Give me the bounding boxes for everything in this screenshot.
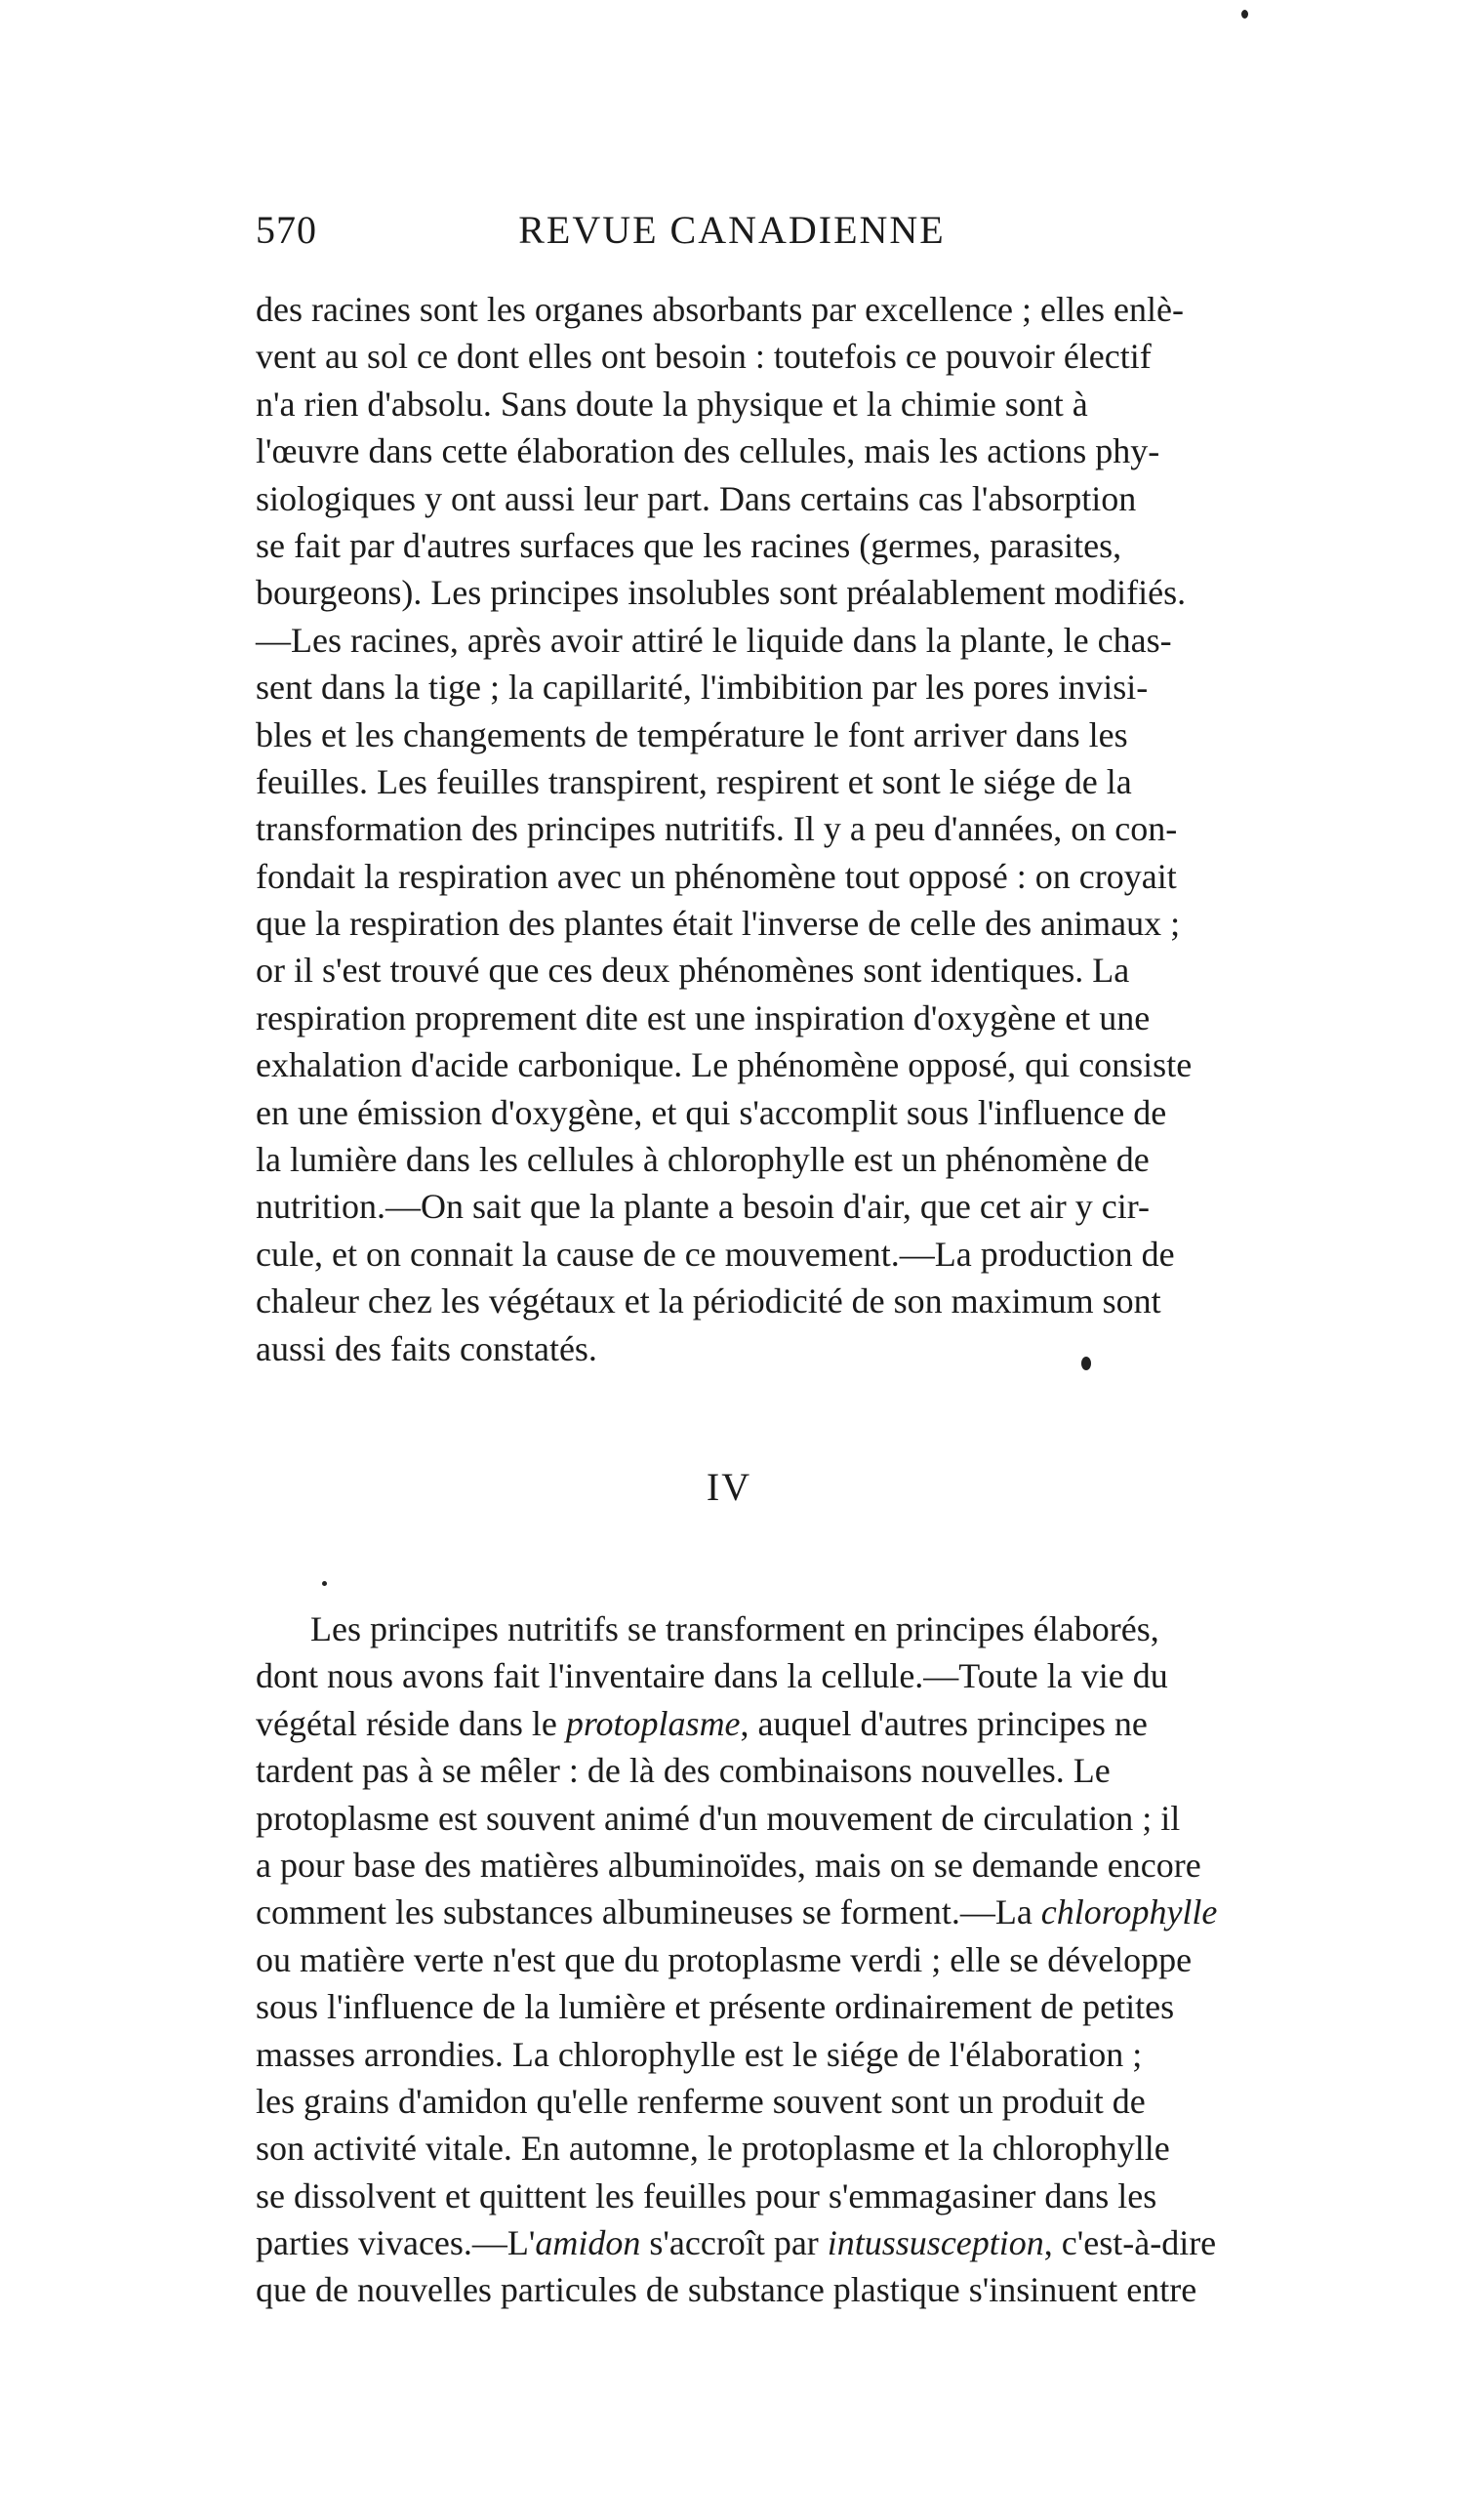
text-line: —Les racines, après avoir attiré le liquide dans la plante, le chas- <box>256 620 1172 660</box>
text-line: la lumière dans les cellules à chlorophylle est un phénomène de <box>256 1140 1150 1180</box>
text-line: siologiques y ont aussi leur part. Dans certains cas l'absorption <box>256 478 1137 518</box>
text-run: , auquel d'autres principes ne <box>740 1703 1148 1743</box>
section-heading: IV <box>706 1465 752 1509</box>
text-line: Les principes nutritifs se transforment en principes élaborés, <box>310 1609 1159 1648</box>
text-line: sous l'influence de la lumière et présente ordinairement de petites <box>256 1987 1175 2027</box>
text-run: , c'est-à-dire <box>1043 2223 1217 2263</box>
text-line: les grains d'amidon qu'elle renferme souvent sont un produit de <box>256 2081 1146 2121</box>
text-line: en une émission d'oxygène, et qui s'accomplit sous l'influence de <box>256 1092 1167 1132</box>
text-line <box>256 1700 1148 1747</box>
text-line: n'a rien d'absolu. Sans doute la physique et la chimie sont à <box>256 384 1088 424</box>
ink-speck <box>1081 1357 1091 1370</box>
ink-speck <box>322 1581 327 1586</box>
text-line <box>256 2219 1217 2266</box>
paragraph-2 <box>256 1605 1218 2314</box>
text-line: que de nouvelles particules de substance plastique s'insinuent entre <box>256 2270 1197 2310</box>
text-line: sent dans la tige ; la capillarité, l'imbibition par les pores invisi- <box>256 668 1149 708</box>
text-line: aussi des faits constatés. <box>256 1328 597 1368</box>
text-run: parties vivaces.—L' <box>256 2223 536 2263</box>
text-line: que la respiration des plantes était l'inverse de celle des animaux ; <box>256 904 1181 944</box>
text-line: respiration proprement dite est une inspiration d'oxygène et une <box>256 997 1151 1037</box>
text-line: fondait la respiration avec un phénomène tout opposé : on croyait <box>256 856 1177 896</box>
text-run: végétal réside dans le <box>256 1703 566 1743</box>
text-line: des racines sont les organes absorbants par excellence ; elles enlè- <box>256 290 1184 329</box>
text-line: or il s'est trouvé que ces deux phénomènes sont identiques. La <box>256 951 1130 991</box>
text-line: vent au sol ce dont elles ont besoin : toutefois ce pouvoir électif <box>256 337 1152 377</box>
journal-title: REVUE CANADIENNE <box>518 208 946 252</box>
text-line: chaleur chez les végétaux et la périodicité de son maximum sont <box>256 1281 1161 1321</box>
paragraph-1 <box>256 286 1193 1372</box>
text-run: s'accroît par <box>640 2223 828 2263</box>
text-line: dont nous avons fait l'inventaire dans la cellule.—Toute la vie du <box>256 1656 1168 1696</box>
text-line: cule, et on connait la cause de ce mouvement.—La production de <box>256 1234 1175 1274</box>
text-line: l'œuvre dans cette élaboration des cellules, mais les actions phy- <box>256 431 1160 471</box>
text-line <box>256 1889 1218 1935</box>
text-line: protoplasme est souvent animé d'un mouvement de circulation ; il <box>256 1798 1181 1838</box>
text-line: nutrition.—On sait que la plante a besoin d'air, que cet air y cir- <box>256 1187 1151 1227</box>
text-run: comment les substances albumineuses se forment.—La <box>256 1892 1041 1932</box>
text-line: ou matière verte n'est que du protoplasme verdi ; elle se développe <box>256 1939 1193 1979</box>
text-line: se dissolvent et quittent les feuilles pour s'emmagasiner dans les <box>256 2175 1157 2215</box>
text-line: feuilles. Les feuilles transpirent, respirent et sont le siége de la <box>256 761 1132 801</box>
italic-term: amidon <box>535 2223 641 2263</box>
text-line: exhalation d'acide carbonique. Le phénomène opposé, qui consiste <box>256 1045 1193 1085</box>
text-line: bles et les changements de température le font arriver dans les <box>256 714 1128 754</box>
text-line: se fait par d'autres surfaces que les racines (germes, parasites, <box>256 525 1122 565</box>
ink-speck <box>1241 10 1248 19</box>
italic-term: protoplasme <box>565 1703 741 1743</box>
text-line: tardent pas à se mêler : de là des combinaisons nouvelles. Le <box>256 1751 1111 1791</box>
text-line: a pour base des matières albuminoïdes, mais on se demande encore <box>256 1845 1201 1885</box>
page-number: 570 <box>256 208 317 252</box>
italic-term: chlorophylle <box>1040 1892 1218 1932</box>
text-line: transformation des principes nutritifs. Il y a peu d'années, on con- <box>256 809 1178 849</box>
text-line: son activité vitale. En automne, le protoplasme et la chlorophylle <box>256 2129 1170 2169</box>
text-line: masses arrondies. La chlorophylle est le siége de l'élaboration ; <box>256 2034 1143 2074</box>
text-line: bourgeons). Les principes insolubles sont préalablement modifiés. <box>256 573 1187 613</box>
italic-term: intussusception <box>827 2223 1044 2263</box>
running-head <box>256 207 1072 265</box>
